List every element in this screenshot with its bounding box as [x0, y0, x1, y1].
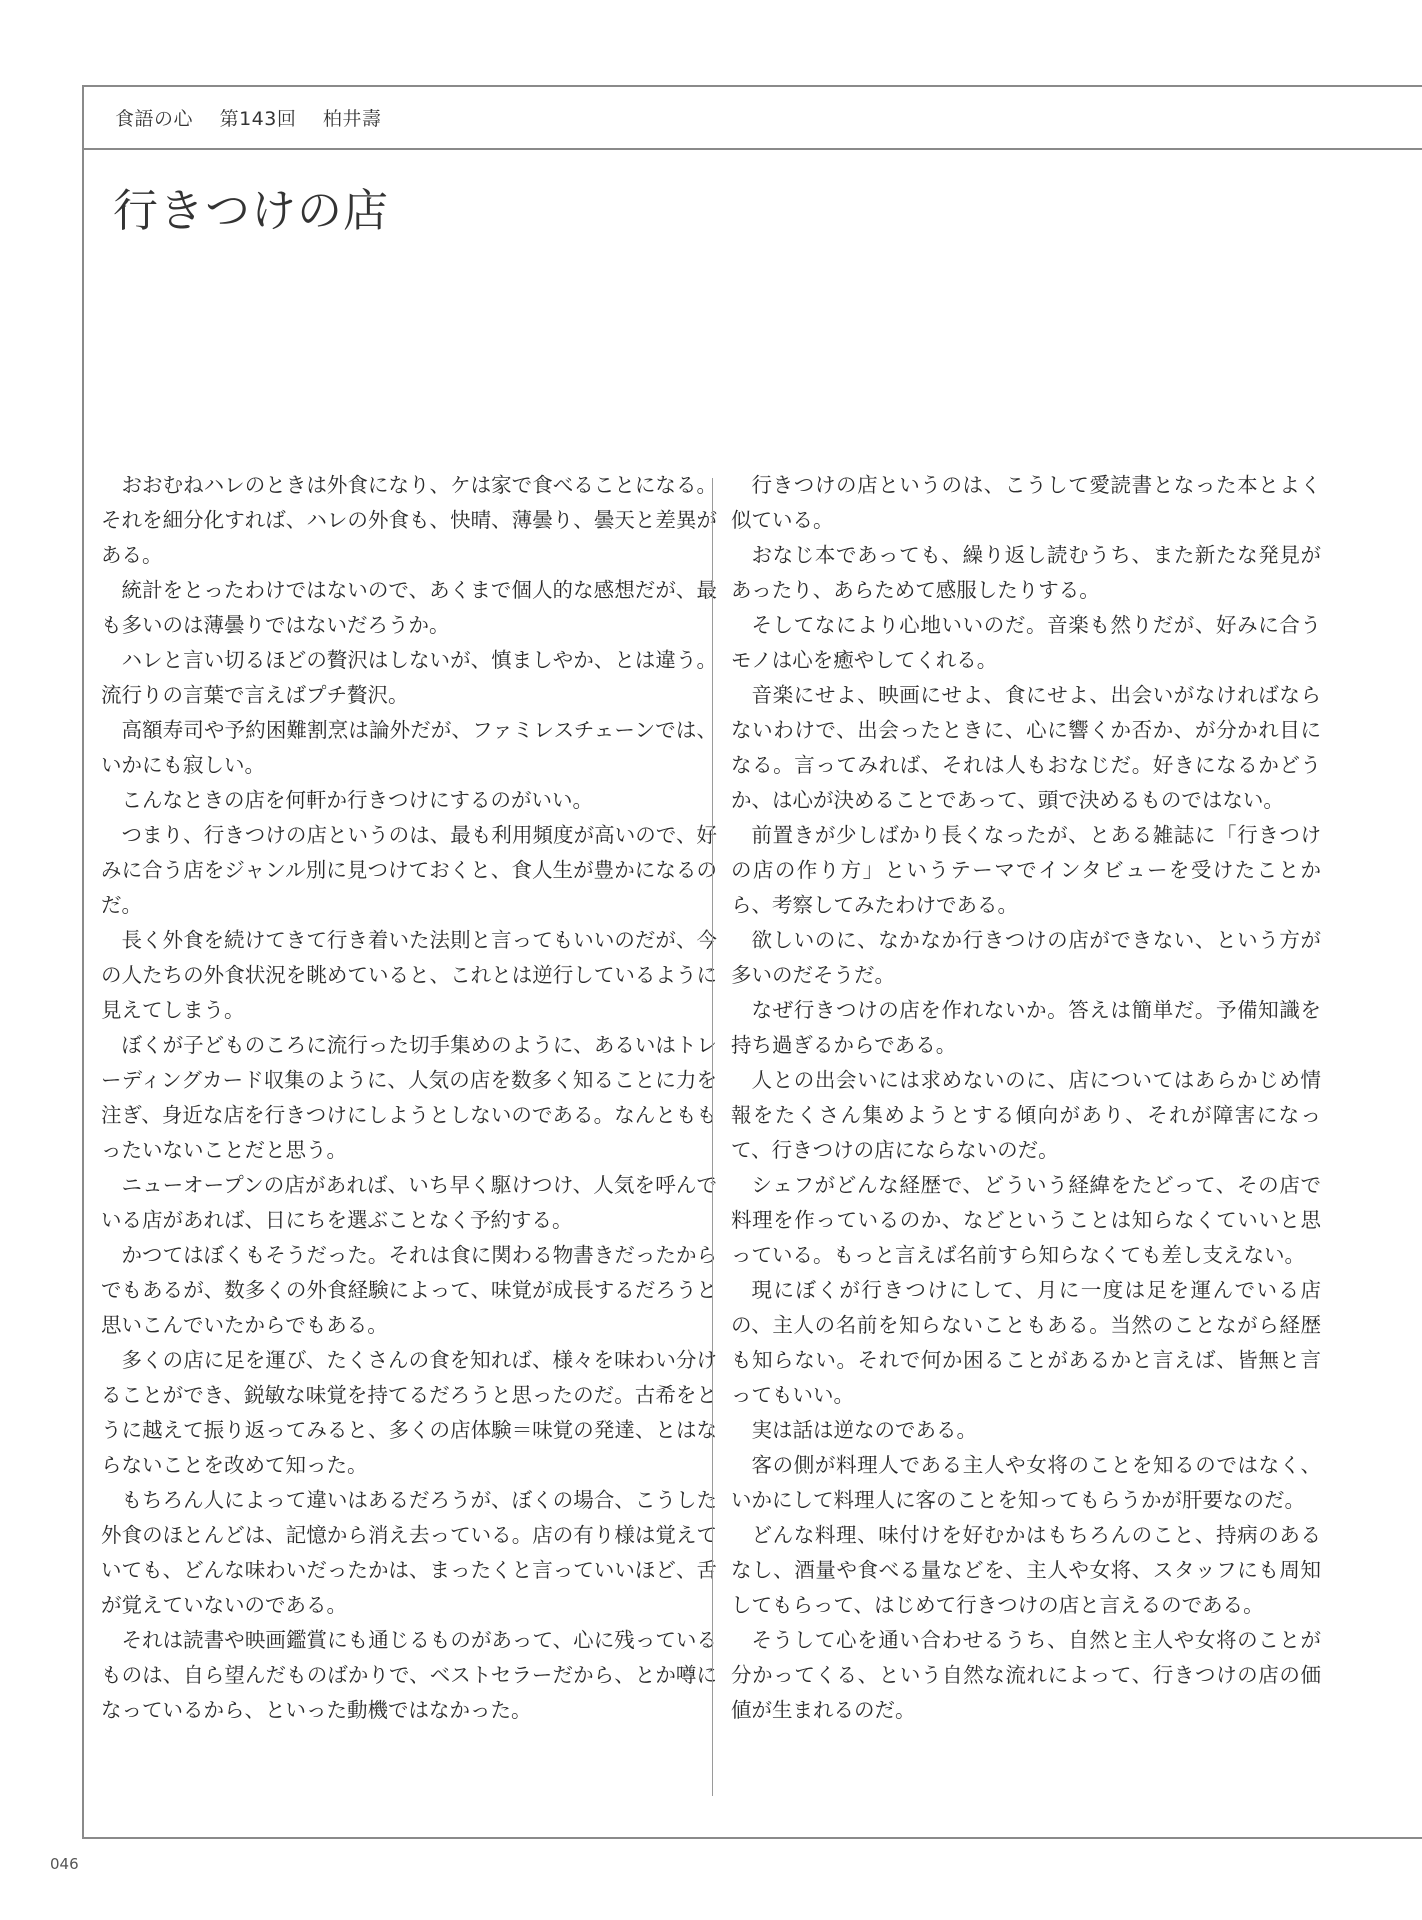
series-name: 食語の心 [115, 108, 194, 130]
paragraph: 人との出会いには求めないのに、店についてはあらかじめ情報をたくさん集めようとする傾向があり、それが障害になって、行きつけの店にならないのだ。 [731, 1068, 1321, 1162]
paragraph: ぼくが子どものころに流行った切手集めのように、あるいはトレーディングカード収集のように、人気の店を数多く知ることに力を注ぎ、身近な店を行きつけにしようとしないのである。なんとももったいないことだと思う。 [101, 1033, 717, 1162]
paragraph: 高額寿司や予約困難割烹は論外だが、ファミレスチェーンでは、いかにも寂しい。 [101, 718, 717, 777]
paragraph: 行きつけの店というのは、こうして愛読書となった本とよく似ている。 [731, 473, 1321, 532]
paragraph: 統計をとったわけではないので、あくまで個人的な感想だが、最も多いのは薄曇りではないだろうか。 [101, 578, 717, 637]
paragraph: おおむねハレのときは外食になり、ケは家で食べることになる。それを細分化すれば、ハレの外食も、快晴、薄曇り、曇天と差異がある。 [101, 473, 717, 567]
paragraph: かつてはぼくもそうだった。それは食に関わる物書きだったからでもあるが、数多くの外食経験によって、味覚が成長するだろうと思いこんでいたからでもある。 [101, 1243, 717, 1337]
paragraph: シェフがどんな経歴で、どういう経緯をたどって、その店で料理を作っているのか、などということは知らなくていいと思っている。もっと言えば名前すら知らなくても差し支えない。 [731, 1173, 1321, 1267]
paragraph: そしてなにより心地いいのだ。音楽も然りだが、好みに合うモノは心を癒やしてくれる。 [731, 613, 1321, 672]
paragraph: 欲しいのに、なかなか行きつけの店ができない、という方が多いのだそうだ。 [731, 928, 1321, 987]
left-column [101, 468, 717, 1728]
paragraph: なぜ行きつけの店を作れないか。答えは簡単だ。予備知識を持ち過ぎるからである。 [731, 998, 1321, 1057]
paragraph: 音楽にせよ、映画にせよ、食にせよ、出会いがなければならないわけで、出会ったときに、心に響くか否か、が分かれ目になる。言ってみれば、それは人もおなじだ。好きになるかどうか、は心が決めることであって、頭で決めるものではない。 [731, 683, 1321, 812]
paragraph: そうして心を通い合わせるうち、自然と主人や女将のことが分かってくる、という自然な流れによって、行きつけの店の価値が生まれるのだ。 [731, 1628, 1321, 1722]
article-title: 行きつけの店 [113, 184, 390, 237]
paragraph: 長く外食を続けてきて行き着いた法則と言ってもいいのだが、今の人たちの外食状況を眺めていると、これとは逆行しているように見えてしまう。 [101, 928, 717, 1022]
paragraph: 多くの店に足を運び、たくさんの食を知れば、様々を味わい分けることができ、鋭敏な味覚を持てるだろうと思ったのだ。古希をとうに越えて振り返ってみると、多くの店体験＝味覚の発達、とはならないことを改めて知った。 [101, 1348, 717, 1477]
paragraph: ハレと言い切るほどの贅沢はしないが、慎ましやか、とは違う。流行りの言葉で言えばプチ贅沢。 [101, 648, 717, 707]
paragraph: つまり、行きつけの店というのは、最も利用頻度が高いので、好みに合う店をジャンル別に見つけておくと、食人生が豊かになるのだ。 [101, 823, 717, 917]
paragraph: ニューオープンの店があれば、いち早く駆けつけ、人気を呼んでいる店があれば、日にちを選ぶことなく予約する。 [101, 1173, 717, 1232]
paragraph: 実は話は逆なのである。 [751, 1418, 977, 1442]
paragraph: 現にぼくが行きつけにして、月に一度は足を運んでいる店の、主人の名前を知らないこともある。当然のことながら経歴も知らない。それで何か困ることがあるかと言えば、皆無と言ってもいい。 [731, 1278, 1321, 1407]
right-column [731, 468, 1321, 1728]
paragraph: こんなときの店を何軒か行きつけにするのがいい。 [121, 788, 593, 812]
series-header [115, 104, 401, 131]
paragraph: もちろん人によって違いはあるだろうが、ぼくの場合、こうした外食のほとんどは、記憶から消え去っている。店の有り様は覚えていても、どんな味わいだったかは、まったくと言っていいほど、舌が覚えていないのである。 [101, 1488, 717, 1617]
paragraph: どんな料理、味付けを好むかはもちろんのこと、持病のあるなし、酒量や食べる量などを、主人や女将、スタッフにも周知してもらって、はじめて行きつけの店と言えるのである。 [731, 1523, 1321, 1617]
paragraph: おなじ本であっても、繰り返し読むうち、また新たな発見があったり、あらためて感服したりする。 [731, 543, 1321, 602]
episode-number: 第143回 [219, 108, 297, 130]
column-divider [712, 478, 713, 1796]
page-number: 046 [50, 1855, 79, 1873]
header-rule [82, 148, 1422, 150]
paragraph: それは読書や映画鑑賞にも通じるものがあって、心に残っているものは、自ら望んだものばかりで、ベストセラーだから、とか噂になっているから、といった動機ではなかった。 [101, 1628, 717, 1722]
paragraph: 客の側が料理人である主人や女将のことを知るのではなく、いかにして料理人に客のことを知ってもらうかが肝要なのだ。 [731, 1453, 1321, 1512]
author-name: 柏井壽 [322, 108, 382, 130]
paragraph: 前置きが少しばかり長くなったが、とある雑誌に「行きつけの店の作り方」というテーマでインタビューを受けたことから、考察してみたわけである。 [731, 823, 1321, 917]
